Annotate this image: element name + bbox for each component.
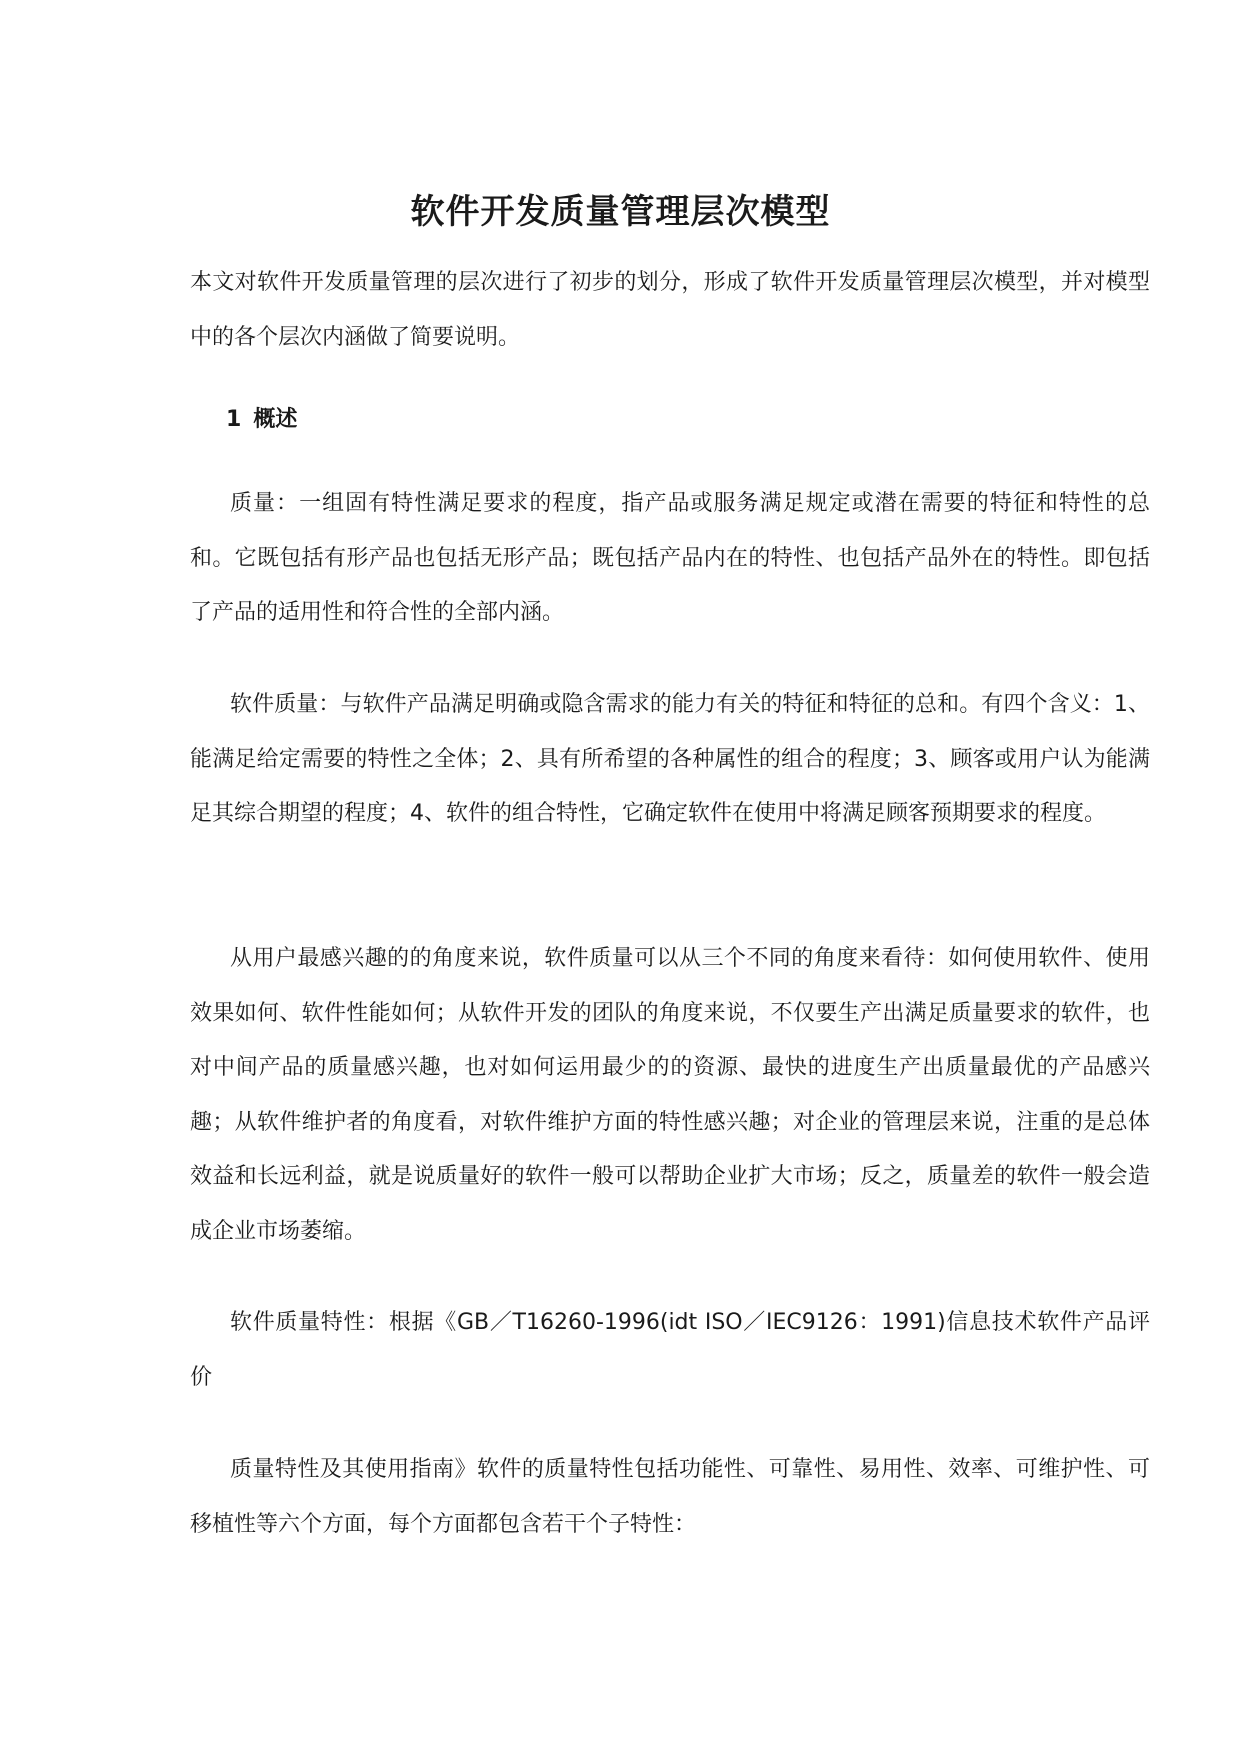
paragraph-perspectives: 从用户最感兴趣的的角度来说，软件质量可以从三个不同的角度来看待：如何使用软件、使用效果如何、软件性能如何；从软件开发的团队的角度来说，不仅要生产出满足质量要求的软件，也对中间产品的质量感兴趣，也对如何运用最少的的资源、最快的进度生产出质量最优的产品感兴趣；从软件维护者的角度看，对软件维护方面的特性感兴趣；对企业的管理层来说，注重的是总体效益和长远利益，就是说质量好的软件一般可以帮助企业扩大市场；反之，质量差的软件一般会造成企业市场萎缩。	[190, 946, 1150, 1244]
paragraph-software-quality: 软件质量：与软件产品满足明确或隐含需求的能力有关的特征和特征的总和。有四个含义：1、能满足给定需要的特性之全体；2、具有所希望的各种属性的组合的程度；3、顾客或用户认为能满足其综合期望的程度；4、软件的组合特性，它确定软件在使用中将满足顾客预期要求的程度。	[190, 692, 1150, 826]
paragraph-quality-definition: 质量：一组固有特性满足要求的程度，指产品或服务满足规定或潜在需要的特征和特性的总和。它既包括有形产品也包括无形产品；既包括产品内在的特性、也包括产品外在的特性。即包括了产品的适用性和符合性的全部内涵。	[190, 491, 1150, 625]
document-title: 软件开发质量管理层次模型	[410, 192, 831, 232]
abstract-paragraph: 本文对软件开发质量管理的层次进行了初步的划分，形成了软件开发质量管理层次模型，并对模型中的各个层次内涵做了简要说明。	[190, 270, 1150, 350]
section-number: 1	[226, 407, 242, 432]
section-heading	[226, 400, 297, 440]
paragraph-quality-characteristics: 软件质量特性：根据《GB／T16260-1996(idt ISO／IEC9126：1991)信息技术软件产品评价	[190, 1310, 1150, 1390]
paragraph-quality-guide: 质量特性及其使用指南》软件的质量特性包括功能性、可靠性、易用性、效率、可维护性、可移植性等六个方面，每个方面都包含若干个子特性：	[190, 1457, 1150, 1537]
section-title: 概述	[253, 407, 298, 432]
